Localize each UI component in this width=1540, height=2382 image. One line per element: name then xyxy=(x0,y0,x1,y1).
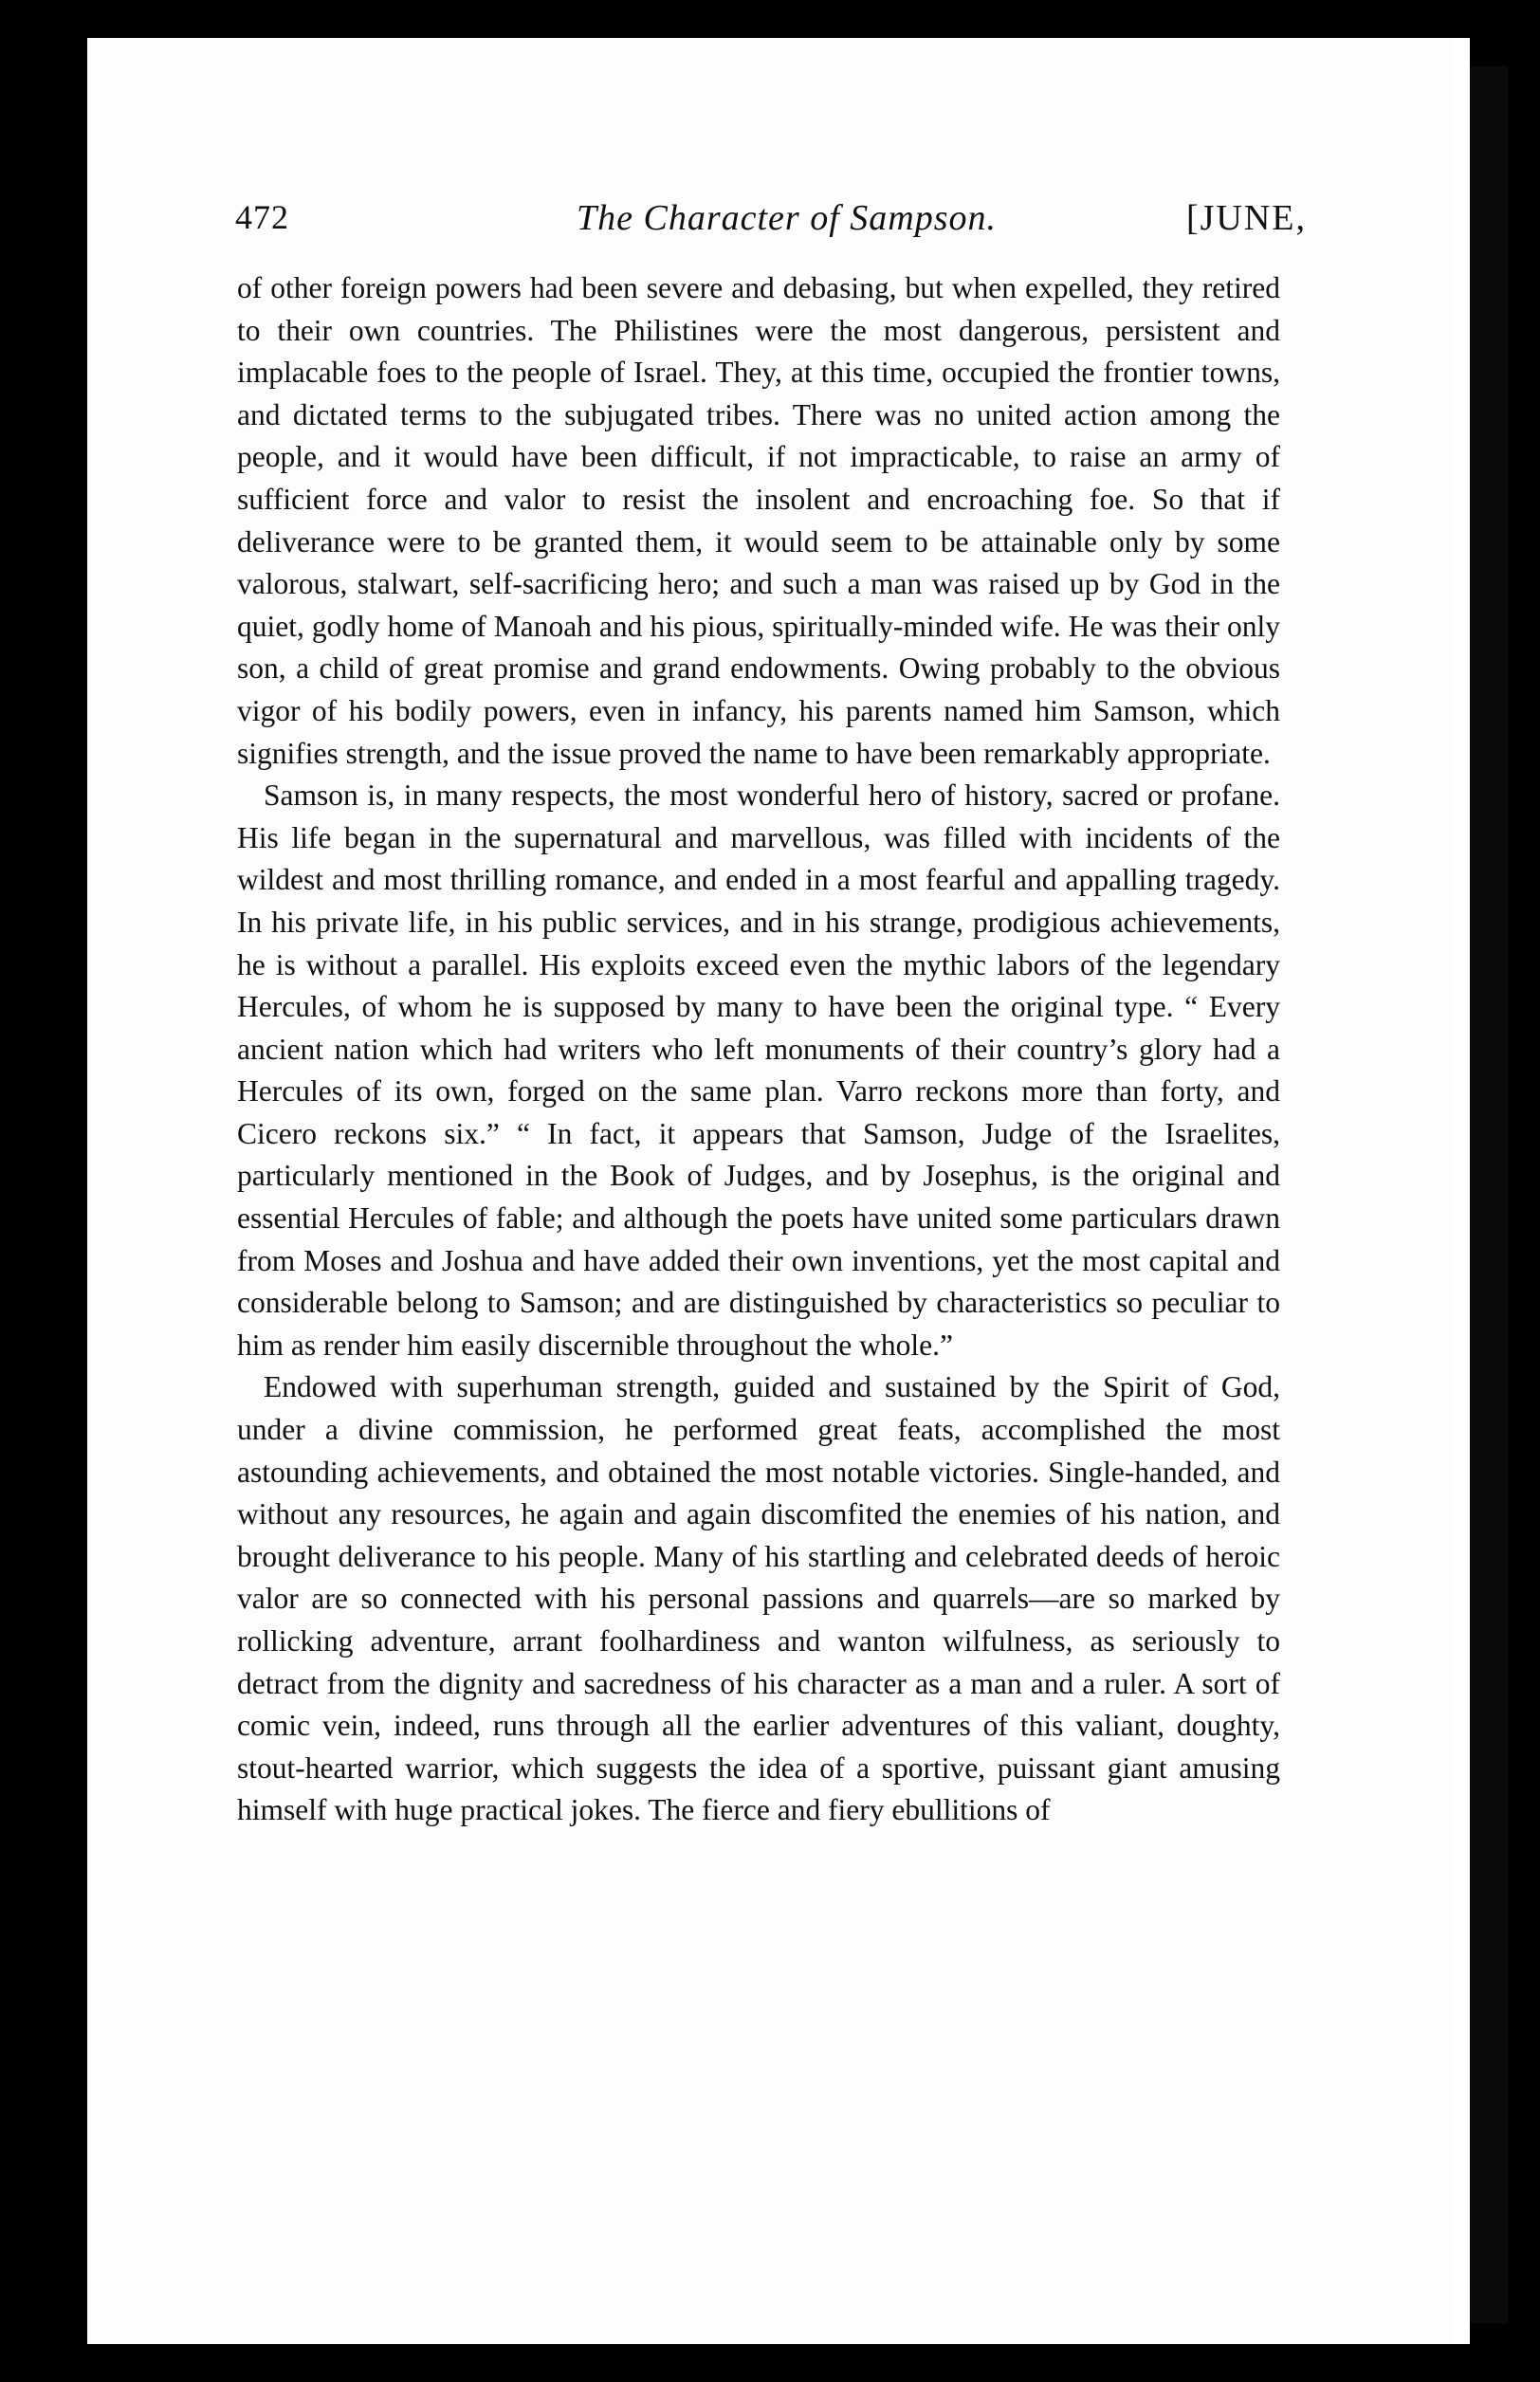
issue-month: [JUNE, xyxy=(1185,198,1307,238)
paragraph-continued: of other foreign powers had been severe and debasing, but when expelled, they retired to their own countries. The Philistines were the most dangerous, persistent and implacable foes to the people of Israel. They, at this time, occupied the frontier towns, and dictated terms to the subjugated tribes. There was no united action among the people, and it would have been difficult, if not impracticable, to raise an army of sufficient force and valor to resist the insolent and encroaching foe. So that if deliverance were to be granted them, it would seem to be attainable only by some valorous, stalwart, self-sacrificing hero; and such a man was raised up by God in the quiet, godly home of Manoah and his pious, spiritually-minded wife. He was their only son, a child of great promise and grand endowments. Owing probably to the obvious vigor of his bodily powers, even in infancy, his parents named him Samson, which signifies strength, and the issue proved the name to have been remarkably appropriate. xyxy=(237,271,1280,770)
page-number: 472 xyxy=(235,198,289,236)
page-gutter xyxy=(1453,38,1470,2344)
running-header xyxy=(235,197,1307,254)
article-body xyxy=(237,267,1280,1832)
running-title: The Character of Sampson. xyxy=(577,198,997,238)
paragraph-samson-hero: Samson is, in many respects, the most wonderful hero of history, sacred or profane. His life began in the supernatural and marvellous, was filled with incidents of the wildest and most thrilling romance, and ended in a most fearful and appalling tragedy. In his private life, in his public services, and in his strange, prodigious achievements, he is without a parallel. His exploits exceed even the mythic labors of the legendary Hercules, of whom he is supposed by many to have been the original type. “ Every ancient nation which had writers who left monuments of their country’s glory had a Hercules of its own, forged on the same plan. Varro reckons more than forty, and Cicero reckons six.” “ In fact, it appears that Samson, Judge of the Israelites, particularly mentioned in the Book of Judges, and by Josephus, is the original and essential Hercules of fable; and although the poets have united some particulars drawn from Moses and Joshua and have added their own inventions, yet the most capital and considerable belong to Samson; and are distinguished by characteristics so peculiar to him as render him easily discernible throughout the whole.” xyxy=(237,779,1280,1362)
facing-page-edge xyxy=(1470,66,1508,2323)
paragraph-superhuman-strength: Endowed with superhuman strength, guided and sustained by the Spirit of God, under a divine commission, he performed great feats, accomplished the most astounding achievements, and obtained the most notable victories. Single-handed, and without any resources, he again and again discomfited the enemies of his nation, and brought deliverance to his people. Many of his startling and celebrated deeds of heroic valor are so connected with his personal passions and quarrels—are so marked by rollicking adventure, arrant foolhardiness and wanton wilfulness, as seriously to detract from the dignity and sacredness of his character as a man and a ruler. A sort of comic vein, indeed, runs through all the earlier adventures of this valiant, doughty, stout-hearted warrior, which suggests the idea of a sportive, puissant giant amusing himself with huge practical jokes. The fierce and fiery ebullitions of xyxy=(237,1370,1280,1827)
